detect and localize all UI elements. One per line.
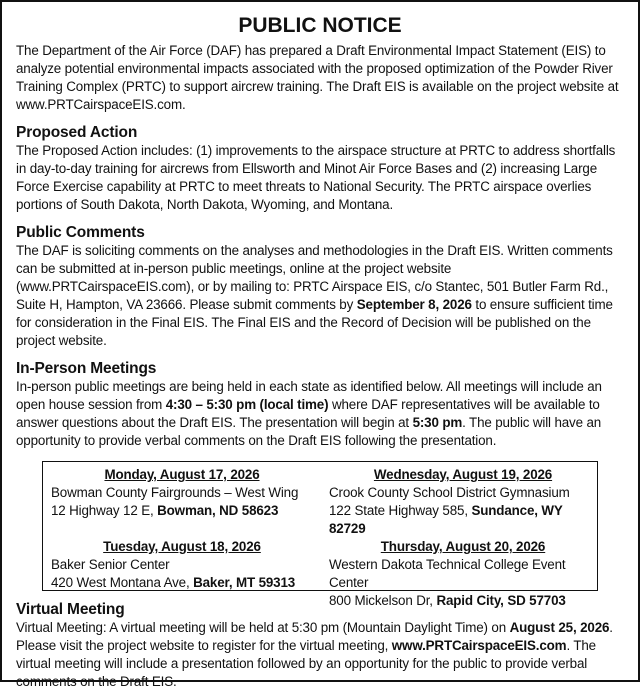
meeting-street: 122 State Highway 585, — [329, 503, 472, 518]
meeting-address — [329, 592, 597, 610]
meeting-city: Baker, MT 59313 — [193, 575, 296, 590]
meeting-city: Rapid City, SD 57703 — [436, 593, 566, 608]
in-person-text-mid: where DAF representatives will be available to answer questions about the Draft EIS. The presentation will begin at — [16, 397, 600, 430]
proposed-action-paragraph: The Proposed Action includes: (1) improvements to the airspace structure at PRTC to address shortfalls in day-to-day training for aircrews from Ellsworth and Minot Air Force Bases and (2) increasing Large Force Exercise capability at PRTC to meet threats to National Security. The PRTC airspace overlies portions of South Dakota, North Dakota, Wyoming, and Montana. — [16, 143, 616, 212]
meeting-schedule-box — [42, 461, 598, 608]
meeting-venue: Baker Senior Center — [51, 557, 170, 572]
meeting-address — [329, 502, 597, 538]
meeting-venue: Western Dakota Technical College Event Center — [329, 557, 566, 590]
meeting-rapid-city — [325, 538, 597, 610]
meeting-date: Tuesday, August 18, 2026 — [103, 539, 261, 554]
meeting-date: Thursday, August 20, 2026 — [380, 539, 546, 554]
in-person-meetings-heading: In-Person Meetings — [16, 360, 157, 377]
meeting-address — [51, 502, 325, 520]
meeting-bowman — [43, 466, 325, 538]
public-comments-text-end: to ensure sufficient time for consideration in the Final EIS. The Final EIS and the Record of Decision will be published on the project website. — [16, 297, 613, 348]
virtual-meeting-paragraph — [16, 619, 624, 691]
meeting-street: 420 West Montana Ave, — [51, 575, 194, 590]
public-comments-paragraph — [16, 242, 624, 350]
comment-deadline: September 8, 2026 — [356, 297, 472, 312]
proposed-action-heading: Proposed Action — [16, 124, 138, 141]
meeting-venue: Bowman County Fairgrounds – West Wing — [51, 485, 299, 500]
meeting-date: Monday, August 17, 2026 — [104, 467, 260, 482]
virtual-text-mid: . Please visit the project website to register for the virtual meeting, — [16, 620, 613, 653]
notice-title: PUBLIC NOTICE — [238, 14, 402, 37]
virtual-meeting-date: August 25, 2026 — [509, 620, 610, 635]
in-person-text-end: . The public will have an opportunity to provide verbal comments on the Draft EIS following the presentation. — [16, 415, 602, 448]
meeting-street: 12 Highway 12 E, — [51, 503, 158, 518]
meeting-date: Wednesday, August 19, 2026 — [373, 467, 553, 482]
meeting-sundance — [325, 466, 597, 538]
meeting-street: 800 Mickelson Dr, — [329, 593, 437, 608]
in-person-text-start: In-person public meetings are being held in each state as identified below. All meetings will include an open house session from — [16, 379, 602, 412]
presentation-time: 5:30 pm — [412, 415, 463, 430]
project-website: www.PRTCairspaceEIS.com — [391, 638, 567, 653]
public-comments-heading: Public Comments — [16, 224, 145, 241]
virtual-meeting-heading: Virtual Meeting — [16, 601, 125, 618]
public-comments-text-start: The DAF is soliciting comments on the analyses and methodologies in the Draft EIS. Written comments can be submitted at in-person public meetings, online at the project website (www.PRTCairspaceEIS.com), or by mailing to: PRTC Airspace EIS, c/o Stantec, 501 Butler Farm Rd., Suite H, Hampton, VA 23666. Please submit comments by — [16, 243, 613, 312]
meeting-city: Sundance, WY 82729 — [329, 503, 563, 536]
intro-paragraph: The Department of the Air Force (DAF) has prepared a Draft Environmental Impact Statement (EIS) to analyze potential environmental impacts associated with the proposed optimization of the Powder River Training Complex (PRTC) to support aircrew training. The Draft EIS is available on the project website at www.PRTCairspaceEIS.com. — [16, 43, 619, 112]
virtual-text-start: Virtual Meeting: A virtual meeting will be held at 5:30 pm (Mountain Daylight Time) on — [16, 620, 510, 635]
open-house-time: 4:30 – 5:30 pm (local time) — [165, 397, 329, 412]
meeting-address — [51, 574, 325, 592]
virtual-text-end: . The virtual meeting will include a presentation followed by an opportunity for the public to provide verbal comments on the Draft EIS. — [16, 638, 596, 689]
meeting-venue: Crook County School District Gymnasium — [329, 485, 570, 500]
meeting-city: Bowman, ND 58623 — [157, 503, 279, 518]
in-person-paragraph — [16, 378, 624, 450]
